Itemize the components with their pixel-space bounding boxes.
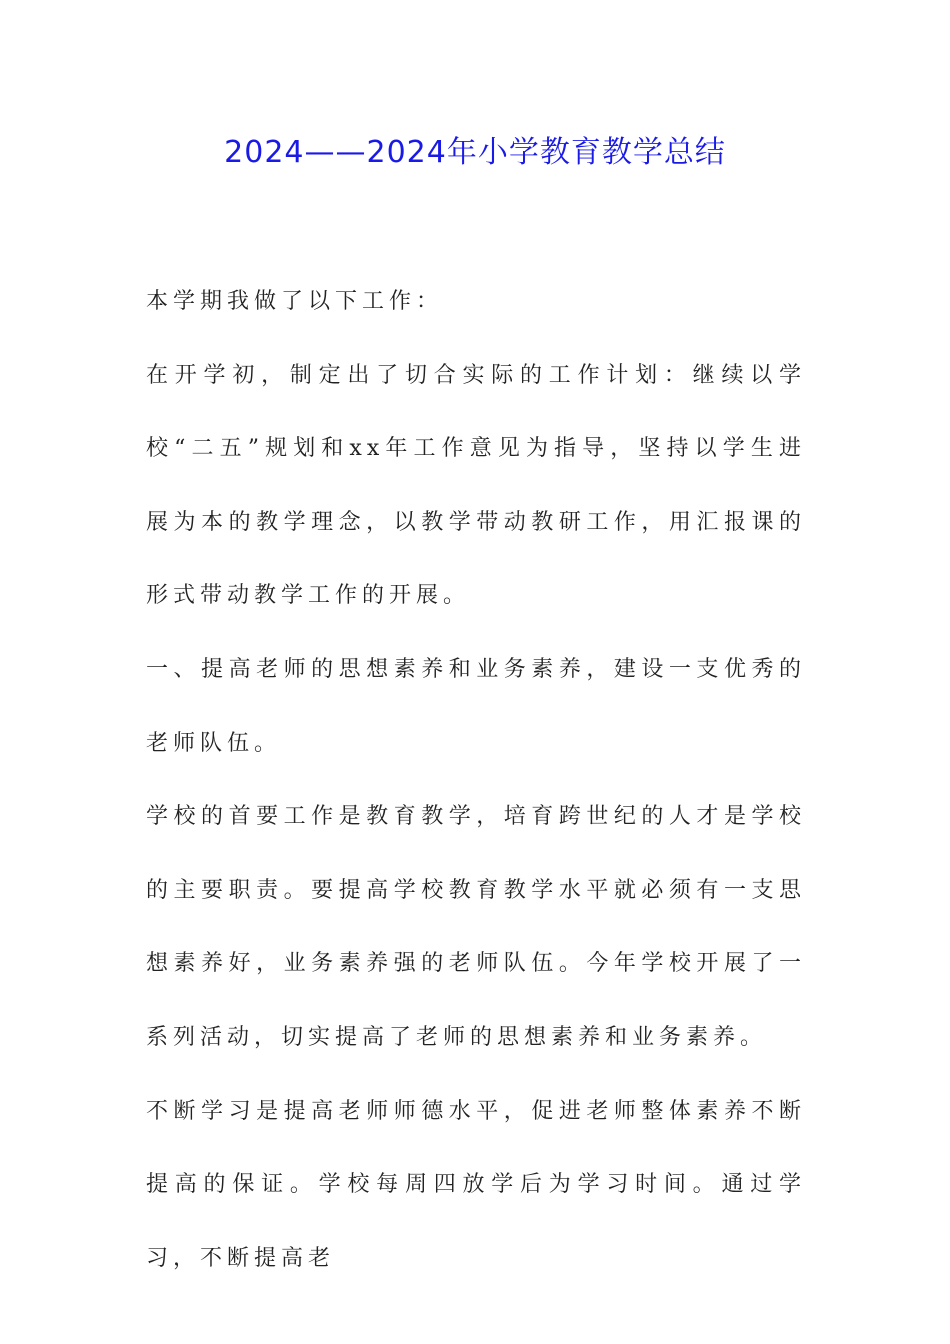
paragraph-duty: 学校的首要工作是教育教学，培育跨世纪的人才是学校的主要职责。要提高学校教育教学水平就必须有一支思想素养好，业务素养强的老师队伍。今年学校开展了一系列活动，切实提高了老师的思想素养和业务素养。 (146, 804, 806, 1050)
paragraph-study: 不断学习是提高老师师德水平，促进老师整体素养不断提高的保证。学校每周四放学后为学习时间。通过学习，不断提高老 (146, 1098, 806, 1271)
section-heading-1: 一、提高老师的思想素养和业务素养，建设一支优秀的老师队伍。 (146, 656, 806, 756)
document-body (146, 265, 806, 1295)
paragraph-intro: 本学期我做了以下工作： (146, 289, 444, 314)
document-title: 2024——2024年小学教育教学总结 (224, 135, 726, 170)
paragraph-plan: 在开学初，制定出了切合实际的工作计划：继续以学校“二五”规划和xx年工作意见为指导，坚持以学生进展为本的教学理念，以教学带动教研工作，用汇报课的形式带动教学工作的开展。 (146, 362, 806, 609)
